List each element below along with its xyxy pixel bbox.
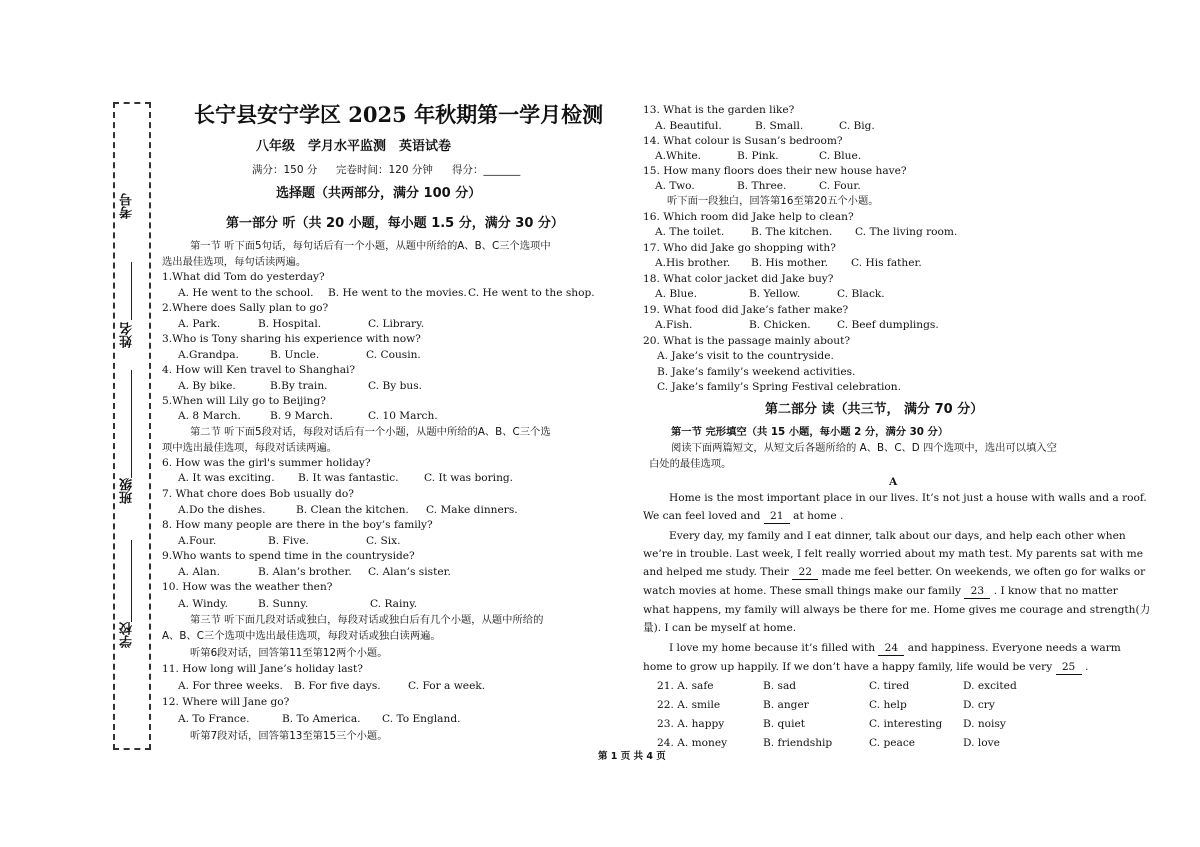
page-title: 长宁县安宁学区 2025 年秋期第一学月检测 xyxy=(194,102,604,127)
q15-option-c: C. Four. xyxy=(819,180,861,192)
passage-line xyxy=(643,661,1088,675)
q12-option-a: A. To France. xyxy=(178,713,250,725)
choice-22-a: 22. A. smile xyxy=(657,699,721,711)
q7-option-a: A.Do the dishes. xyxy=(178,504,266,516)
passage-text: . xyxy=(1084,661,1089,673)
question-11: 11. How long will Jane’s holiday last? xyxy=(162,663,363,675)
q1-option-a: A. He went to the school. xyxy=(178,287,314,299)
question-15: 15. How many floors does their new house have? xyxy=(643,165,907,177)
score-field: 得分：_______ xyxy=(452,164,521,176)
question-12: 12. Where will Jane go? xyxy=(162,696,290,708)
q14-option-c: C. Blue. xyxy=(819,150,862,162)
q5-option-b: B. 9 March. xyxy=(270,410,333,422)
q4-option-a: A. By bike. xyxy=(178,380,236,392)
sec2-intro: 第二节 听下面5段对话，每段对话后有一个小题，从题中所给的A、B、C三个选 xyxy=(190,426,551,438)
q19-option-c: C. Beef dumplings. xyxy=(837,319,939,331)
question-6: 6. How was the girl's summer holiday? xyxy=(162,457,371,469)
choice-21-a: 21. A. safe xyxy=(657,680,714,692)
question-20: 20. What is the passage mainly about? xyxy=(643,335,851,347)
blank-22: 22 xyxy=(792,566,818,580)
sec1-intro-cont: 选出最佳选项，每句话读两遍。 xyxy=(162,256,307,268)
question-18: 18. What color jacket did Jake buy? xyxy=(643,273,834,285)
q12-option-c: C. To England. xyxy=(382,713,461,725)
q20-option-b: B. Jake’s family’s weekend activities. xyxy=(657,366,856,378)
q15-option-b: B. Three. xyxy=(737,180,787,192)
choice-21-b: B. sad xyxy=(763,680,797,692)
exam-no-label: 考号 xyxy=(120,193,135,219)
q17-option-a: A.His brother. xyxy=(655,257,731,269)
exam-no-line xyxy=(131,262,132,320)
passage-line xyxy=(669,642,1121,656)
q10-option-b: B. Sunny. xyxy=(258,598,309,610)
q2-option-c: C. Library. xyxy=(368,318,425,330)
part2-title: 第二部分 读（共三节， 满分 70 分） xyxy=(765,402,984,417)
passage-line xyxy=(643,566,1145,580)
blank-23: 23 xyxy=(964,585,990,599)
choice-23-a: 23. A. happy xyxy=(657,718,725,730)
q5-option-a: A. 8 March. xyxy=(178,410,241,422)
passage-line xyxy=(643,585,1118,599)
sec1-intro: 第一节 听下面5句话，每句话后有一个小题，从题中所给的A、B、C三个选项中 xyxy=(190,240,551,252)
passage-line: what happens, my family will always be there for me. Home gives me courage and strength(力 xyxy=(643,604,1151,616)
q11-option-a: A. For three weeks. xyxy=(178,680,283,692)
full-marks: 满分：150 分 xyxy=(252,164,318,176)
question-13: 13. What is the garden like? xyxy=(643,104,795,116)
question-3: 3.Who is Tony sharing his experience with now? xyxy=(162,333,421,345)
passage-text: . I know that no matter xyxy=(993,585,1118,597)
q5-option-c: C. 10 March. xyxy=(368,410,438,422)
choice-22-d: D. cry xyxy=(963,699,995,711)
q11-option-c: C. For a week. xyxy=(408,680,486,692)
question-8: 8. How many people are there in the boy’s family? xyxy=(162,519,433,531)
q7-option-c: C. Make dinners. xyxy=(426,504,518,516)
question-17: 17. Who did Jake go shopping with? xyxy=(643,242,836,254)
exam-time: 完卷时间：120 分钟 xyxy=(336,164,433,176)
choice-24-c: C. peace xyxy=(869,737,916,749)
question-7: 7. What chore does Bob usually do? xyxy=(162,488,354,500)
passage-text: and helped me study. Their xyxy=(643,566,789,578)
passage-text: at home . xyxy=(793,510,844,522)
passage-text: We can feel loved and xyxy=(643,510,761,522)
question-16: 16. Which room did Jake help to clean? xyxy=(643,211,854,223)
q9-option-c: C. Alan’s sister. xyxy=(368,566,451,578)
name-line xyxy=(131,370,132,478)
cloze-intro: 阅读下面两篇短文，从短文后各题所给的 A、B、C、D 四个选项中，选出可以填入空 xyxy=(671,442,1057,454)
q6-option-b: B. It was fantastic. xyxy=(298,472,399,484)
q1-option-b: B. He went to the movies. xyxy=(328,287,467,299)
q17-option-c: C. His father. xyxy=(851,257,922,269)
q7-option-b: B. Clean the kitchen. xyxy=(296,504,409,516)
q20-option-a: A. Jake’s visit to the countryside. xyxy=(657,350,834,362)
passage-text: watch movies at home. These small things make our family xyxy=(643,585,961,597)
q6-option-a: A. It was exciting. xyxy=(178,472,275,484)
q4-option-b: B.By train. xyxy=(270,380,328,392)
q18-option-c: C. Black. xyxy=(837,288,885,300)
q13-option-c: C. Big. xyxy=(839,120,875,132)
question-4: 4. How will Ken travel to Shanghai? xyxy=(162,364,356,376)
q4-option-c: C. By bus. xyxy=(368,380,423,392)
question-9: 9.Who wants to spend time in the countryside? xyxy=(162,550,415,562)
q2-option-b: B. Hospital. xyxy=(258,318,322,330)
passage-text: and happiness. Everyone needs a warm xyxy=(907,642,1121,654)
passage-text: I love my home because it’s filled with xyxy=(669,642,876,654)
q13-option-a: A. Beautiful. xyxy=(655,120,722,132)
sec3-intro: 第三节 听下面几段对话或独白，每段对话或独白后有几个小题，从题中所给的 xyxy=(190,614,544,626)
q2-option-a: A. Park. xyxy=(178,318,221,330)
page-number: 第 1 页 共 4 页 xyxy=(598,751,666,762)
q18-option-b: B. Yellow. xyxy=(749,288,801,300)
passage-line: 量). I can be myself at home. xyxy=(643,622,797,634)
q8-option-c: C. Six. xyxy=(366,535,401,547)
school-label: 学校 xyxy=(120,622,135,648)
q9-option-a: A. Alan. xyxy=(178,566,220,578)
blank-24: 24 xyxy=(878,642,904,656)
q11-option-b: B. For five days. xyxy=(294,680,381,692)
q16-option-a: A. The toilet. xyxy=(655,226,725,238)
listen-instruction-7: 听第7段对话，回答第13至第15三个小题。 xyxy=(190,730,388,742)
choice-23-c: C. interesting xyxy=(869,718,943,730)
page-subtitle: 八年级 学月水平监测 英语试卷 xyxy=(256,139,452,154)
q10-option-c: C. Rainy. xyxy=(370,598,418,610)
blank-21: 21 xyxy=(764,510,790,524)
choice-24-b: B. friendship xyxy=(763,737,833,749)
q1-option-c: C. He went to the shop. xyxy=(468,287,595,299)
choice-23-d: D. noisy xyxy=(963,718,1006,730)
question-19: 19. What food did Jake’s father make? xyxy=(643,304,849,316)
passage-line xyxy=(643,510,843,524)
passage-text: made me feel better. On weekends, we often go for walks or xyxy=(821,566,1146,578)
choice-23-b: B. quiet xyxy=(763,718,806,730)
q16-option-b: B. The kitchen. xyxy=(751,226,833,238)
q3-option-a: A.Grandpa. xyxy=(178,349,239,361)
q15-option-a: A. Two. xyxy=(655,180,695,192)
q14-option-a: A.White. xyxy=(655,150,702,162)
question-5: 5.When will Lily go to Beijing? xyxy=(162,395,326,407)
question-2: 2.Where does Sally plan to go? xyxy=(162,302,329,314)
q10-option-a: A. Windy. xyxy=(178,598,229,610)
q13-option-b: B. Small. xyxy=(755,120,804,132)
q6-option-c: C. It was boring. xyxy=(424,472,514,484)
q18-option-a: A. Blue. xyxy=(655,288,698,300)
q19-option-a: A.Fish. xyxy=(655,319,693,331)
choice-22-b: B. anger xyxy=(763,699,809,711)
choice-21-c: C. tired xyxy=(869,680,910,692)
question-14: 14. What colour is Susan’s bedroom? xyxy=(643,135,843,147)
q3-option-b: B. Uncle. xyxy=(270,349,320,361)
q16-option-c: C. The living room. xyxy=(855,226,958,238)
section-title: 选择题（共两部分，满分 100 分） xyxy=(276,186,482,201)
q9-option-b: B. Alan’s brother. xyxy=(258,566,352,578)
blank-25: 25 xyxy=(1056,661,1082,675)
cloze-intro-cont: 白处的最佳选项。 xyxy=(649,458,732,470)
passage-line: Home is the most important place in our lives. It’s not just a house with walls and a roof. xyxy=(669,492,1147,504)
sec2-intro-cont: 项中选出最佳选项，每段对话读两遍。 xyxy=(162,442,338,454)
passage-text: home to grow up happily. If we don’t have a happy family, life would be very xyxy=(643,661,1053,673)
passage-label: A xyxy=(889,476,898,488)
q12-option-b: B. To America. xyxy=(282,713,361,725)
q8-option-b: B. Five. xyxy=(268,535,309,547)
cloze-section-title: 第一节 完形填空（共 15 小题，每小题 2 分，满分 30 分） xyxy=(671,426,949,438)
question-1: 1.What did Tom do yesterday? xyxy=(162,271,325,283)
choice-21-d: D. excited xyxy=(963,680,1017,692)
q3-option-c: C. Cousin. xyxy=(366,349,421,361)
choice-22-c: C. help xyxy=(869,699,907,711)
passage-line: Every day, my family and I eat dinner, talk about our days, and help each other when xyxy=(669,530,1126,542)
sec3-intro-cont: A、B、C三个选项中选出最佳选项，每段对话或独白读两遍。 xyxy=(162,630,441,642)
class-line xyxy=(131,540,132,622)
choice-24-a: 24. A. money xyxy=(657,737,728,749)
q20-option-c: C. Jake’s family’s Spring Festival celebration. xyxy=(657,381,901,393)
q8-option-a: A.Four. xyxy=(178,535,217,547)
class-label: 班级 xyxy=(120,478,135,504)
question-10: 10. How was the weather then? xyxy=(162,581,333,593)
q17-option-b: B. His mother. xyxy=(751,257,828,269)
q19-option-b: B. Chicken. xyxy=(749,319,811,331)
listen-instruction-6: 听第6段对话，回答第11至第12两个小题。 xyxy=(190,647,388,659)
choice-24-d: D. love xyxy=(963,737,1000,749)
q14-option-b: B. Pink. xyxy=(737,150,779,162)
passage-line: we’re in trouble. Last week, I felt really worried about my math test. My parents sat with me xyxy=(643,548,1143,560)
name-label: 姓名 xyxy=(120,322,135,348)
part1-title: 第一部分 听（共 20 小题，每小题 1.5 分，满分 30 分） xyxy=(226,216,564,231)
listen-instruction-mono: 听下面一段独白，回答第16至第20五个小题。 xyxy=(667,195,879,207)
